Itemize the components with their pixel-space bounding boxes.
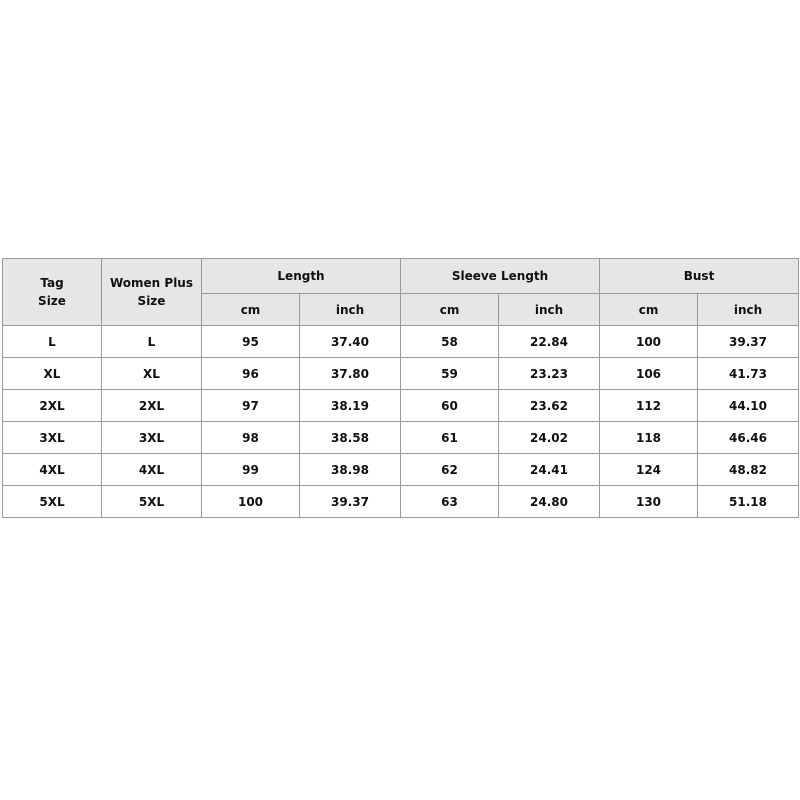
sleeve-inch-cell: 24.41 [499, 454, 600, 486]
length-cm-cell: 98 [202, 422, 300, 454]
sleeve-inch-cell: 23.23 [499, 358, 600, 390]
length-header: Length [202, 259, 401, 294]
table-row [3, 326, 799, 358]
bust-inch-cell: 51.18 [698, 486, 799, 518]
bust-inch-cell: 44.10 [698, 390, 799, 422]
length-cm-cell: 96 [202, 358, 300, 390]
sleeve-inch-cell: 24.80 [499, 486, 600, 518]
bust-cm-cell: 124 [600, 454, 698, 486]
women-plus-size-cell: XL [102, 358, 202, 390]
sleeve-inch-header: inch [499, 294, 600, 326]
bust-cm-cell: 112 [600, 390, 698, 422]
bust-inch-cell: 39.37 [698, 326, 799, 358]
tag-size-cell: XL [3, 358, 102, 390]
length-inch-cell: 38.19 [300, 390, 401, 422]
tag-size-cell: L [3, 326, 102, 358]
women-plus-size-cell: 5XL [102, 486, 202, 518]
sleeve-cm-cell: 60 [401, 390, 499, 422]
bust-cm-header: cm [600, 294, 698, 326]
sleeve-inch-cell: 24.02 [499, 422, 600, 454]
sleeve-cm-cell: 58 [401, 326, 499, 358]
table-header-row [3, 259, 799, 294]
bust-header: Bust [600, 259, 799, 294]
sleeve-cm-cell: 61 [401, 422, 499, 454]
table-row [3, 390, 799, 422]
size-chart-table [2, 258, 799, 518]
length-inch-cell: 38.98 [300, 454, 401, 486]
length-cm-cell: 100 [202, 486, 300, 518]
length-cm-header: cm [202, 294, 300, 326]
sleeve-length-header: Sleeve Length [401, 259, 600, 294]
sleeve-inch-cell: 23.62 [499, 390, 600, 422]
length-inch-header: inch [300, 294, 401, 326]
table-row [3, 486, 799, 518]
length-inch-cell: 37.80 [300, 358, 401, 390]
sleeve-cm-cell: 63 [401, 486, 499, 518]
table-row [3, 358, 799, 390]
women-plus-size-header: Women Plus Size [102, 259, 202, 326]
bust-inch-header: inch [698, 294, 799, 326]
length-inch-cell: 39.37 [300, 486, 401, 518]
bust-cm-cell: 100 [600, 326, 698, 358]
bust-cm-cell: 106 [600, 358, 698, 390]
sleeve-cm-cell: 62 [401, 454, 499, 486]
sleeve-inch-cell: 22.84 [499, 326, 600, 358]
bust-inch-cell: 41.73 [698, 358, 799, 390]
women-plus-size-cell: 3XL [102, 422, 202, 454]
women-plus-size-cell: 2XL [102, 390, 202, 422]
length-cm-cell: 95 [202, 326, 300, 358]
table-row [3, 422, 799, 454]
tag-size-cell: 5XL [3, 486, 102, 518]
bust-cm-cell: 118 [600, 422, 698, 454]
tag-size-cell: 4XL [3, 454, 102, 486]
length-cm-cell: 97 [202, 390, 300, 422]
tag-size-cell: 3XL [3, 422, 102, 454]
bust-cm-cell: 130 [600, 486, 698, 518]
sleeve-cm-header: cm [401, 294, 499, 326]
table-row [3, 454, 799, 486]
length-cm-cell: 99 [202, 454, 300, 486]
bust-inch-cell: 46.46 [698, 422, 799, 454]
tag-size-header: Tag Size [3, 259, 102, 326]
sleeve-cm-cell: 59 [401, 358, 499, 390]
bust-inch-cell: 48.82 [698, 454, 799, 486]
tag-size-cell: 2XL [3, 390, 102, 422]
women-plus-size-cell: L [102, 326, 202, 358]
length-inch-cell: 37.40 [300, 326, 401, 358]
women-plus-size-cell: 4XL [102, 454, 202, 486]
length-inch-cell: 38.58 [300, 422, 401, 454]
